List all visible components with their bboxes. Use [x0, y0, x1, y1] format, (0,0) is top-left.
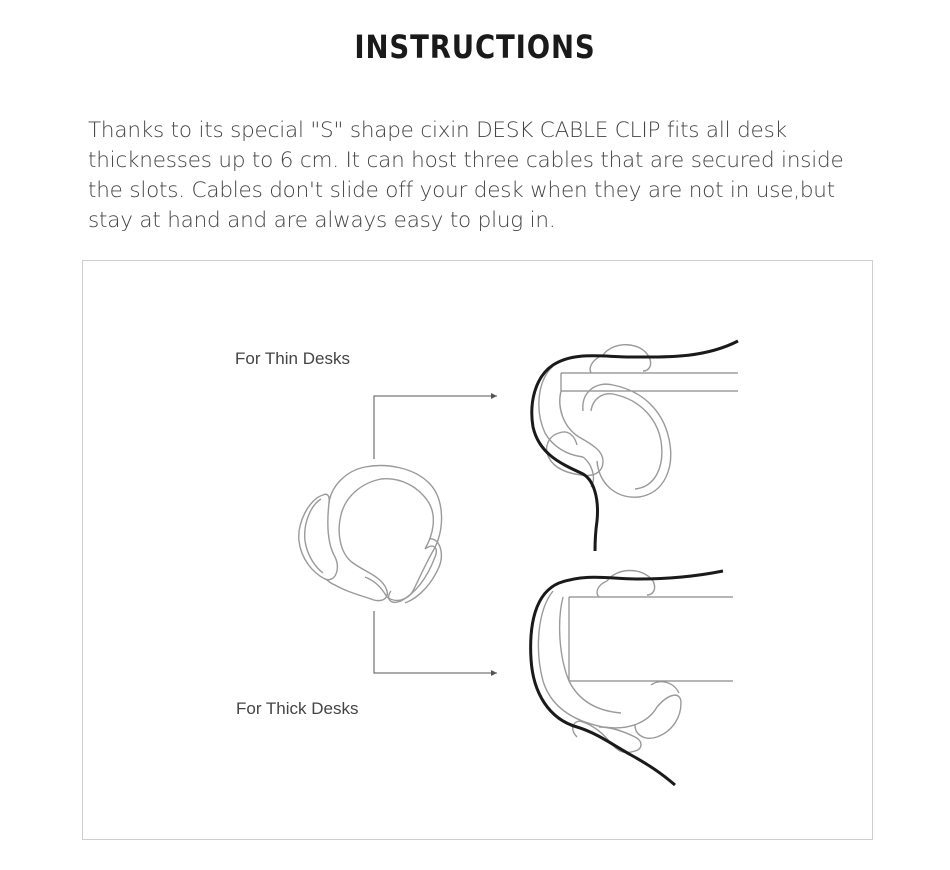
cable-clip-diagram: [83, 261, 872, 839]
thick-desk-clip: [538, 571, 681, 753]
diagram-panel: [82, 260, 873, 840]
arrow-to-thick-desk: [374, 611, 497, 673]
thin-desk-illustration: [532, 341, 738, 551]
thin-desk-plank: [561, 373, 738, 391]
intro-paragraph: Thanks to its special "S" shape cixin DESK CABLE CLIP fits all desk thicknesses up to 6 cm. It can host three cables that are secured inside the slots. Cables don't slide off your desk when they are not in use,but stay at hand and are always easy to plug in.: [88, 118, 844, 233]
page-title: INSTRUCTIONS: [354, 28, 596, 66]
label-thick-desks: For Thick Desks: [236, 699, 359, 718]
label-thin-desks: For Thin Desks: [235, 349, 350, 368]
clip-standalone: [299, 466, 442, 603]
thick-desk-cable: [531, 571, 723, 785]
arrow-to-thin-desk: [374, 396, 497, 459]
thick-desk-block: [569, 597, 733, 681]
thin-desk-clip: [539, 345, 671, 497]
thick-desk-illustration: [531, 571, 733, 786]
